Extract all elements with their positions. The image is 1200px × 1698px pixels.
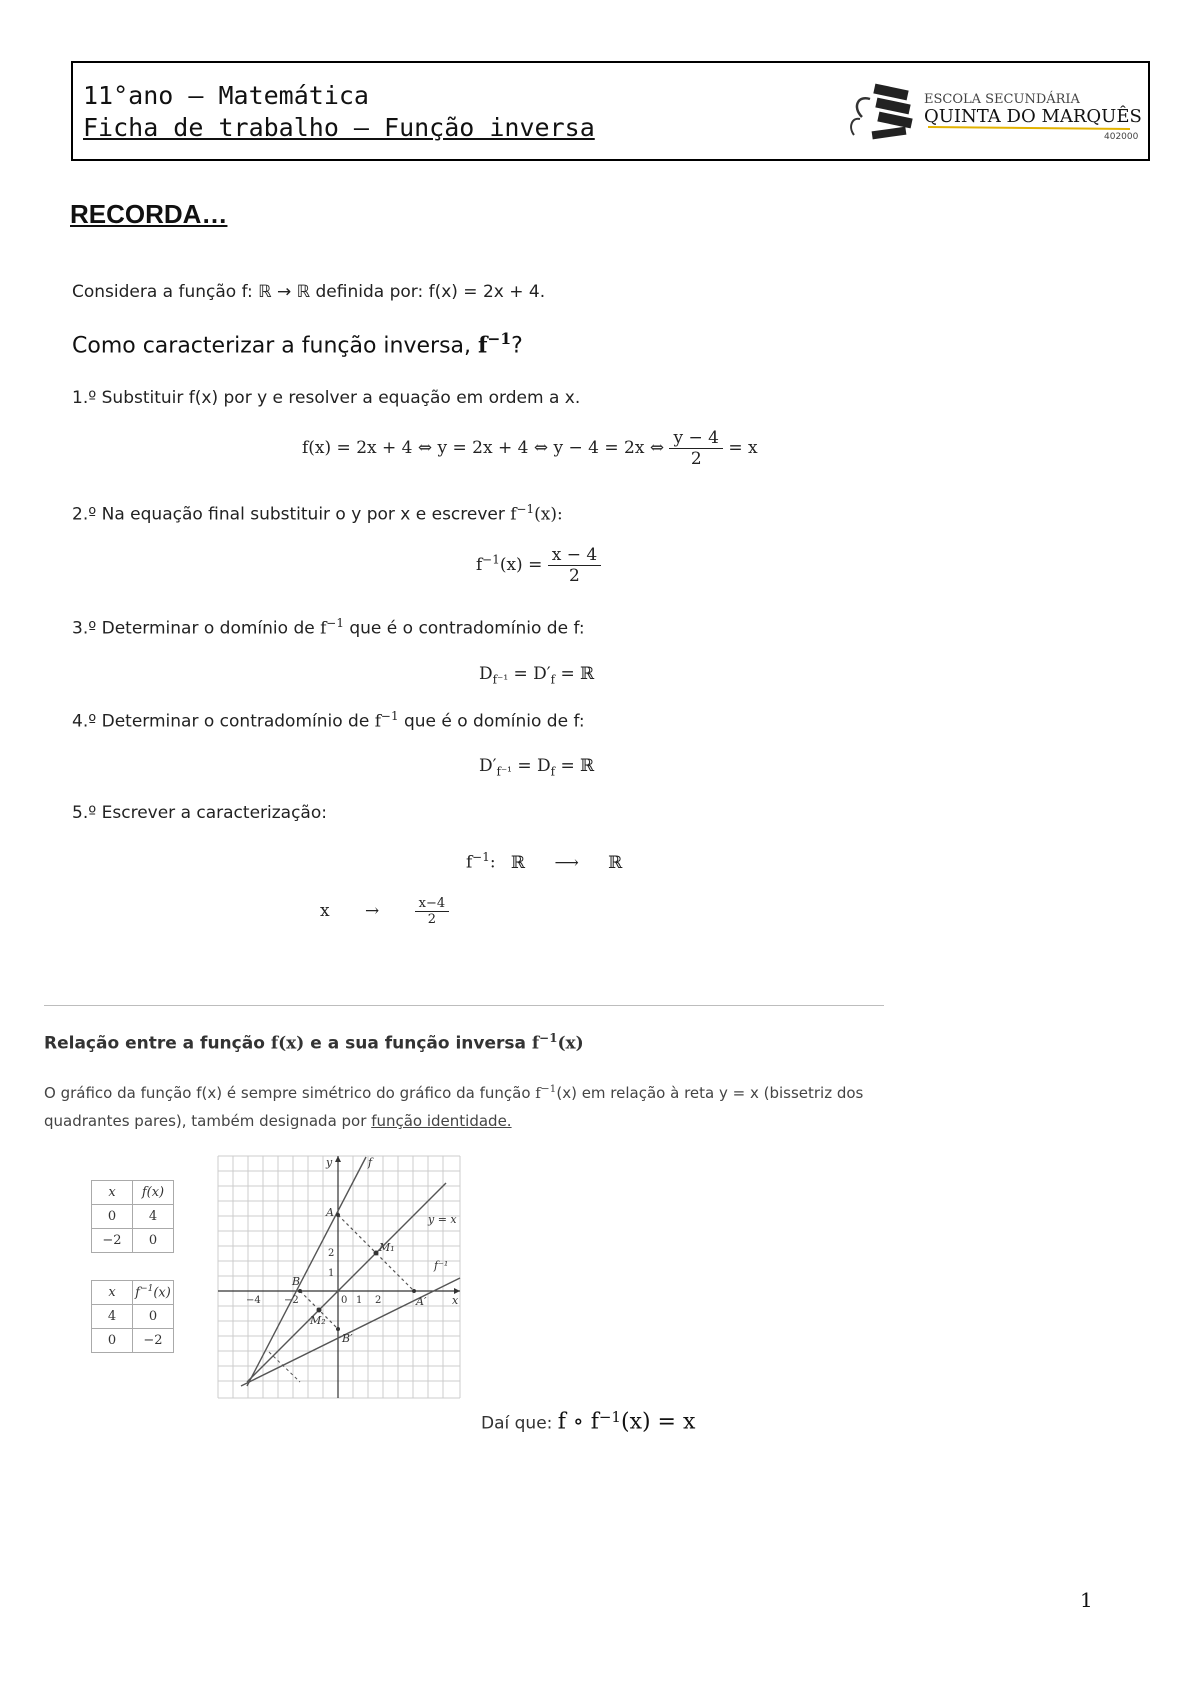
svg-text:−2: −2	[284, 1295, 299, 1306]
svg-text:M₁: M₁	[379, 1241, 395, 1254]
point-A-prime	[412, 1289, 416, 1293]
point-A	[336, 1213, 340, 1217]
table-row: 0 4	[92, 1205, 174, 1229]
svg-text:B′: B′	[342, 1332, 353, 1345]
svg-text:0: 0	[341, 1295, 348, 1306]
svg-text:y = x: y = x	[428, 1213, 457, 1226]
step5-mapping-row1: $f^{-1}$: ℝ ⟶ ℝ	[466, 850, 623, 873]
table-row: x $f^{-1}(x)$	[92, 1281, 174, 1305]
svg-text:f⁻¹: f⁻¹	[434, 1259, 449, 1272]
svg-text:2: 2	[375, 1295, 382, 1306]
table-row: −2 0	[92, 1229, 174, 1253]
relacao-title: Relação entre a função f(x) e a sua função inversa $f^{-1}(x)$	[44, 1031, 584, 1054]
step3-text: 3.º Determinar o domínio de $f^{-1}$ que é o contradomínio de f:	[72, 616, 585, 639]
point-M1	[374, 1251, 379, 1256]
inverse-function-graph	[214, 1152, 464, 1402]
svg-text:A′: A′	[416, 1295, 427, 1308]
question-heading: Como caracterizar a função inversa, $f^{-1}$?	[72, 330, 523, 359]
line-f	[247, 1157, 366, 1386]
svg-text:2: 2	[328, 1248, 335, 1259]
step3-equation: $D_{f^{-1}} = D'_f$ = ℝ	[479, 664, 595, 687]
step5-mapping-row2: x → $\frac{x-4}{2}$	[320, 896, 449, 927]
table-row: 0 −2	[92, 1329, 174, 1353]
svg-text:M₂: M₂	[310, 1314, 326, 1327]
table-f-inverse	[91, 1280, 174, 1353]
relacao-text: O gráfico da função f(x) é sempre simétrico do gráfico da função $f^{-1}(x)$ em relação à reta y = x (bissetriz dos quadrantes pares), também designada por função identidade.	[44, 1083, 864, 1130]
intro-text: Considera a função f: ℝ → ℝ definida por: f(x) = 2x + 4.	[72, 282, 546, 302]
step4-text: 4.º Determinar o contradomínio de $f^{-1}$ que é o domínio de f:	[72, 709, 585, 732]
svg-text:−4: −4	[246, 1295, 261, 1306]
svg-text:B: B	[292, 1275, 301, 1288]
svg-text:x: x	[452, 1294, 459, 1307]
recorda-heading: RECORDA…	[70, 199, 228, 229]
svg-text:y: y	[326, 1156, 333, 1169]
graph-grid	[218, 1156, 460, 1398]
svg-text:ESCOLA SECUNDÁRIA: ESCOLA SECUNDÁRIA	[924, 92, 1080, 107]
header-box	[71, 61, 1150, 161]
table-row: x f(x)	[92, 1181, 174, 1205]
school-logo	[844, 77, 1142, 147]
svg-text:402000: 402000	[1104, 132, 1139, 142]
table-row: 4 0	[92, 1305, 174, 1329]
svg-text:QUINTA DO MARQUÊS: QUINTA DO MARQUÊS	[924, 106, 1142, 127]
step4-equation: $D'_{f^{-1}} = D_f$ = ℝ	[479, 756, 595, 779]
svg-text:1: 1	[356, 1295, 363, 1306]
svg-text:f: f	[368, 1156, 373, 1169]
section-divider	[44, 1005, 884, 1006]
dai-que-formula: Daí que: f ∘ $f^{-1}(x) = x$	[481, 1408, 696, 1435]
step5-text: 5.º Escrever a caracterização:	[72, 803, 327, 823]
step1-equation: f(x) = 2x + 4 ⇔ y = 2x + 4 ⇔ y − 4 = 2x ⇔ $\frac{y - 4}{2}$ = x	[302, 428, 758, 469]
point-M2	[317, 1308, 322, 1313]
page-number: 1	[1080, 1588, 1093, 1612]
line-y-equals-x	[247, 1183, 449, 1382]
svg-text:A: A	[326, 1206, 334, 1219]
svg-text:1: 1	[328, 1268, 335, 1279]
point-B	[298, 1289, 302, 1293]
step1-text: 1.º Substituir f(x) por y e resolver a equação em ordem a x.	[72, 388, 581, 408]
point-B-prime	[336, 1327, 340, 1331]
header-title: 11°ano – Matemática	[83, 81, 369, 110]
step2-text: 2.º Na equação final substituir o y por x e escrever $f^{-1}(x)$:	[72, 502, 563, 525]
header-subtitle: Ficha de trabalho – Função inversa	[83, 113, 595, 142]
step2-equation: $f^{-1}(x)$ = $\frac{x - 4}{2}$	[476, 545, 601, 586]
funcao-identidade-link[interactable]: função identidade.	[371, 1112, 512, 1130]
table-f	[91, 1180, 174, 1253]
